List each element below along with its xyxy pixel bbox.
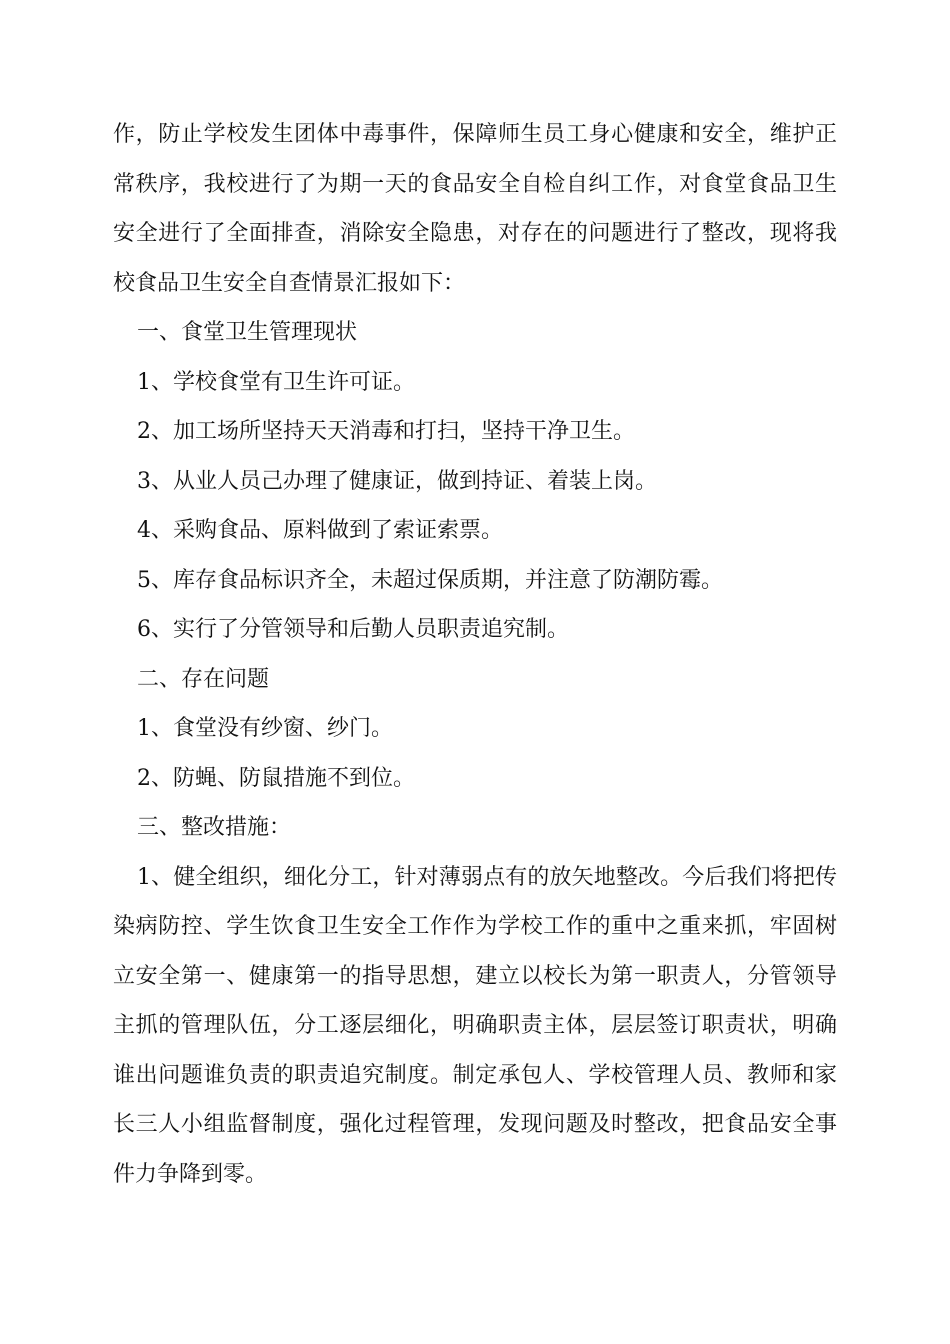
list-item: 1、学校食堂有卫生许可证。 [137,369,415,395]
list-item: 4、采购食品、原料做到了索证索票。 [137,518,503,543]
section-heading-current-status: 一、食堂卫生管理现状 [137,320,358,345]
list-item: 1、食堂没有纱窗、纱门。 [137,716,393,741]
list-item: 2、加工场所坚持天天消毒和打扫，坚持干净卫生。 [137,419,635,444]
paragraph-intro-continued: 作，防止学校发生团体中毒事件，保障师生员工身心健康和安全，维护正常秩序，我校进行了为期一天的食品安全自检自纠工作，对食堂食品卫生安全进行了全面排查，消除安全隐患，对存在的问题进行了整改，现将我校食品卫生安全自查情景汇报如下： [113,122,837,296]
list-item: 3、从业人员己办理了健康证，做到持证、着装上岗。 [137,468,657,494]
measure-paragraph: 1、健全组织，细化分工，针对薄弱点有的放矢地整改。今后我们将把传染病防控、学生饮食卫生安全工作作为学校工作的重中之重来抓，牢固树立安全第一、健康第一的指导思想，建立以校长为第一职责人，分管领导主抓的管理队伍，分工逐层细化，明确职责主体，层层签订职责状，明确谁出问题谁负责的职责追究制度。制定承包人、学校管理人员、教师和家长三人小组监督制度，强化过程管理，发现问题及时整改，把食品安全事件力争降到零。 [113,864,837,1187]
list-item: 2、防蝇、防鼠措施不到位。 [137,765,415,791]
list-item: 5、库存食品标识齐全，未超过保质期，并注意了防潮防霉。 [137,567,723,593]
list-item: 6、实行了分管领导和后勤人员职责追究制。 [137,617,569,642]
section-heading-problems: 二、存在问题 [137,666,270,692]
section-heading-measures: 三、整改措施： [137,815,292,840]
